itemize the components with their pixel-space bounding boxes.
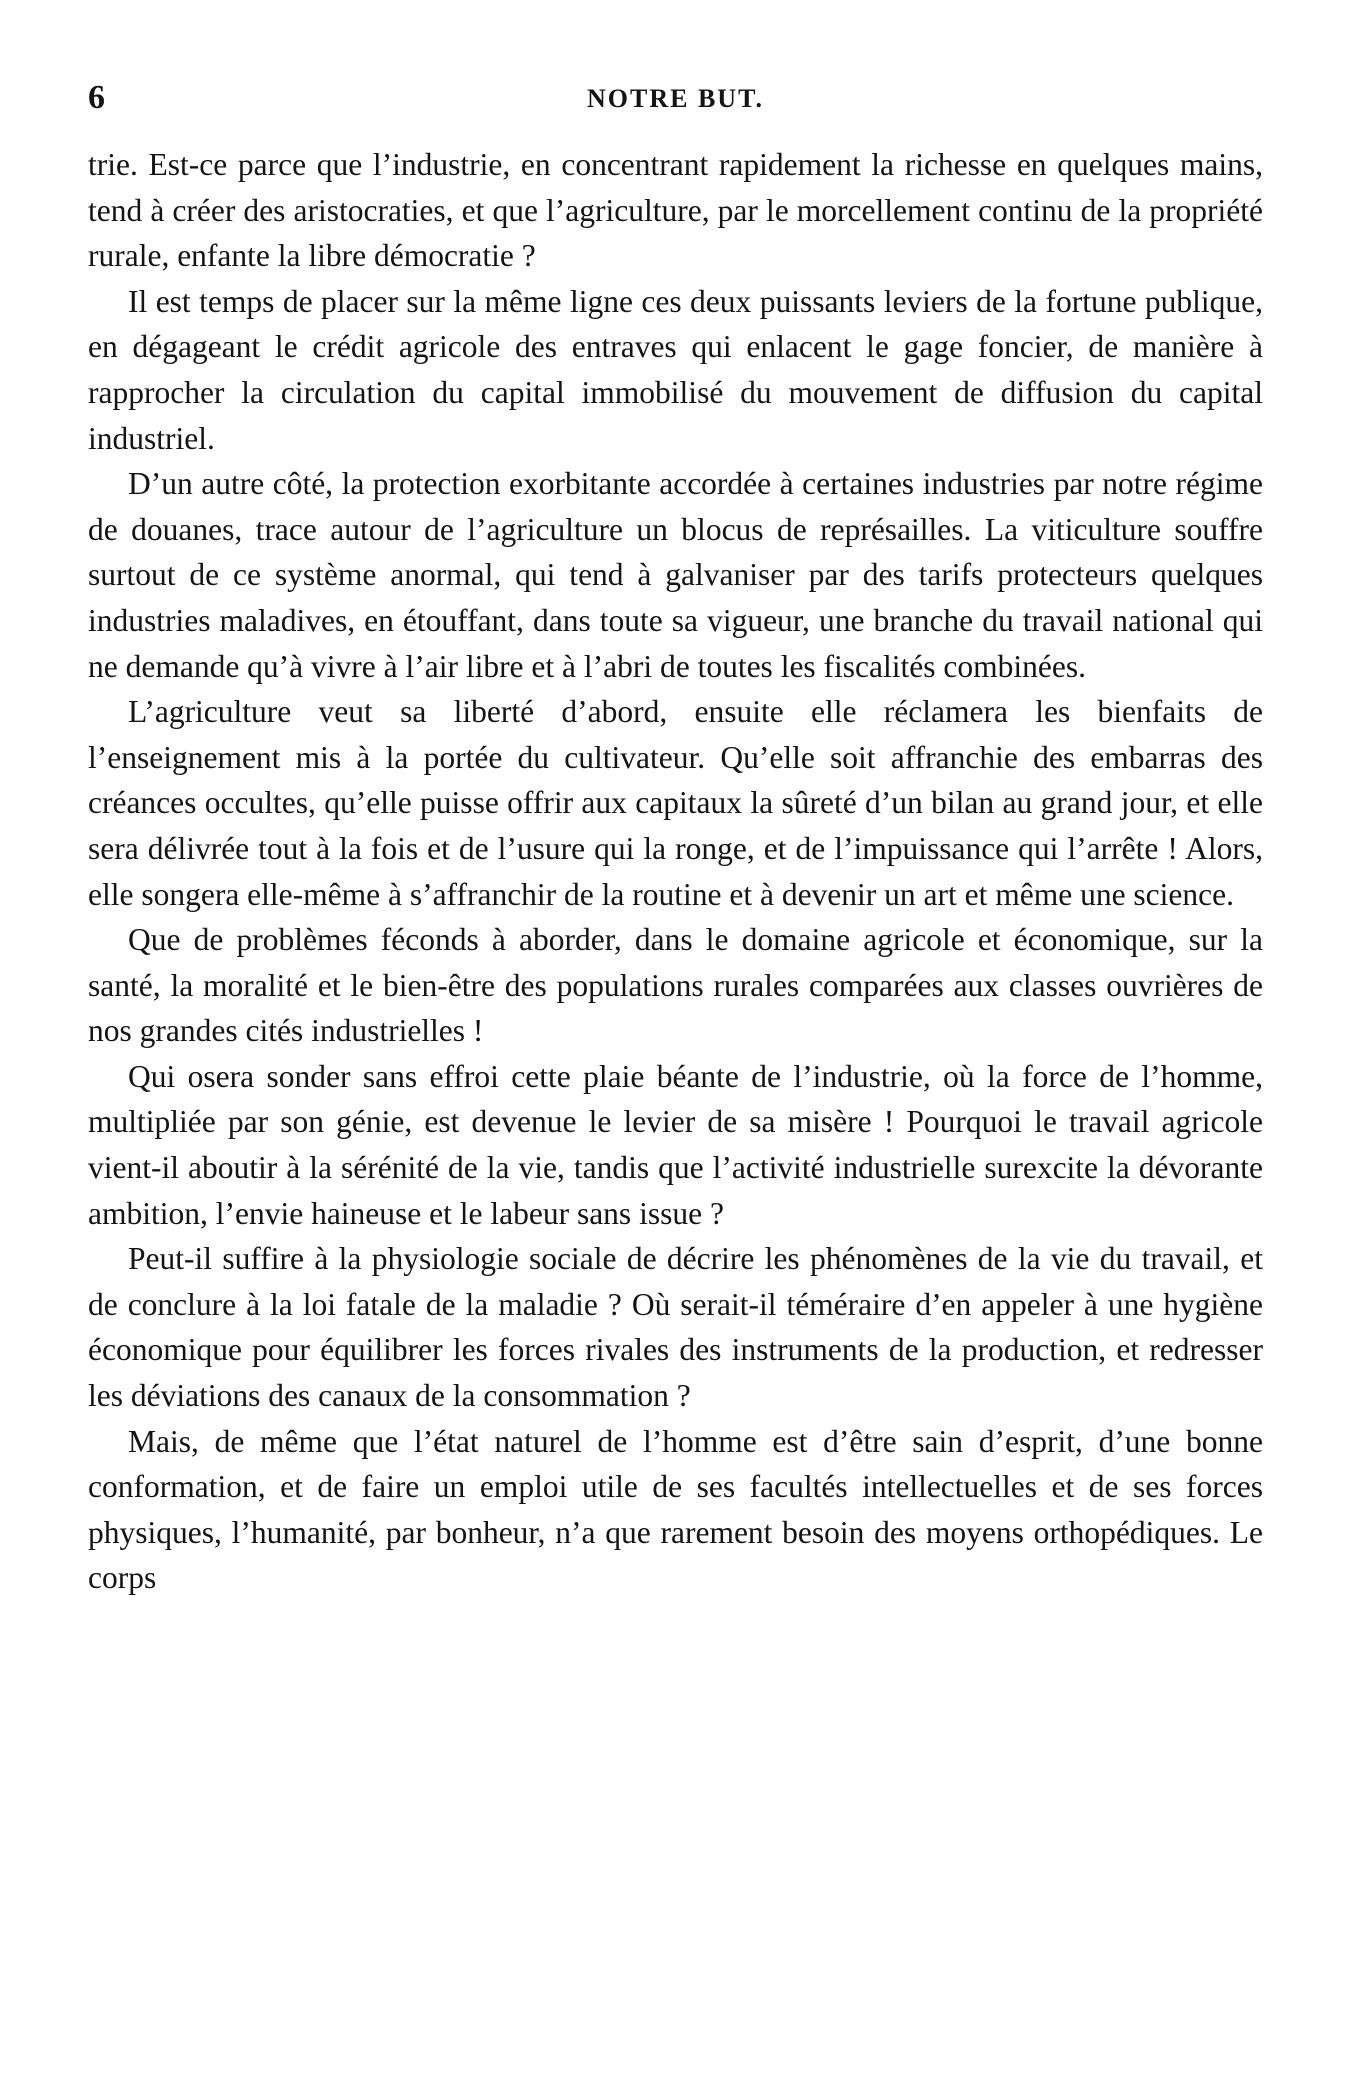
paragraph-problemes-feconds: Que de problèmes féconds à aborder, dans le domaine agricole et économique, sur la santé, la moralité et le bien-être des populations rurales comparées aux classes ouvrières de nos grandes cités industrielles ! bbox=[88, 922, 1263, 1049]
paragraph-liberte-agriculture: L’agriculture veut sa liberté d’abord, ensuite elle réclamera les bienfaits de l’enseignement mis à la portée du cultivateur. Qu’elle soit affranchie des embarras des créances occultes, qu’elle puisse offrir aux capitaux la sûreté d’un bilan au grand jour, et elle sera délivrée tout à la fois et de l’usure qui la ronge, et de l’impuissance qui l’arrête ! Alors, elle songera elle-même à s’affranchir de la routine et à devenir un art et même une science. bbox=[88, 694, 1263, 912]
page-number: 6 bbox=[88, 79, 105, 116]
paragraph-continuation: trie. Est-ce parce que l’industrie, en concentrant rapidement la richesse en quelques mains, tend à créer des aristocraties, et que l’agriculture, par le morcellement continu de la propriété rurale, enfante la libre démocratie ? bbox=[88, 147, 1263, 274]
paragraph-plaie-industrie: Qui osera sonder sans effroi cette plaie béante de l’industrie, où la force de l’homme, multipliée par son génie, est devenue le levier de sa misère ! Pourquoi le travail agricole vient-il aboutir à la sérénité de la vie, tandis que l’activité industrielle surexcite la dévorante ambition, l’envie haineuse et le labeur sans issue ? bbox=[88, 1058, 1263, 1231]
paragraph-credit-agricole: Il est temps de placer sur la même ligne ces deux puissants leviers de la fortune publique, en dégageant le crédit agricole des entraves qui enlacent le gage foncier, de manière à rapprocher la circulation du capital immobilisé du mouvement de diffusion du capital industriel. bbox=[88, 283, 1263, 456]
body-text bbox=[88, 142, 1263, 1601]
running-title: NOTRE BUT. bbox=[587, 84, 764, 113]
paragraph-etat-naturel: Mais, de même que l’état naturel de l’homme est d’être sain d’esprit, d’une bonne conformation, et de faire un emploi utile de ses facultés intellectuelles et de ses forces physiques, l’humanité, par bonheur, n’a que rarement besoin des moyens orthopédiques. Le corps bbox=[88, 1423, 1263, 1596]
paragraph-physiologie-sociale: Peut-il suffire à la physiologie sociale de décrire les phénomènes de la vie du travail, et de conclure à la loi fatale de la maladie ? Où serait-il téméraire d’en appeler à une hygiène économique pour équilibrer les forces rivales des instruments de la production, et redresser les déviations des canaux de la consommation ? bbox=[88, 1241, 1263, 1414]
page-header bbox=[88, 78, 1263, 128]
paragraph-protection-douanes: D’un autre côté, la protection exorbitante accordée à certaines industries par notre régime de douanes, trace autour de l’agriculture un blocus de représailles. La viticulture souffre surtout de ce système anormal, qui tend à galvaniser par des tarifs protecteurs quelques industries maladives, en étouffant, dans toute sa vigueur, une branche du travail national qui ne demande qu’à vivre à l’air libre et à l’abri de toutes les fiscalités combinées. bbox=[88, 466, 1263, 684]
